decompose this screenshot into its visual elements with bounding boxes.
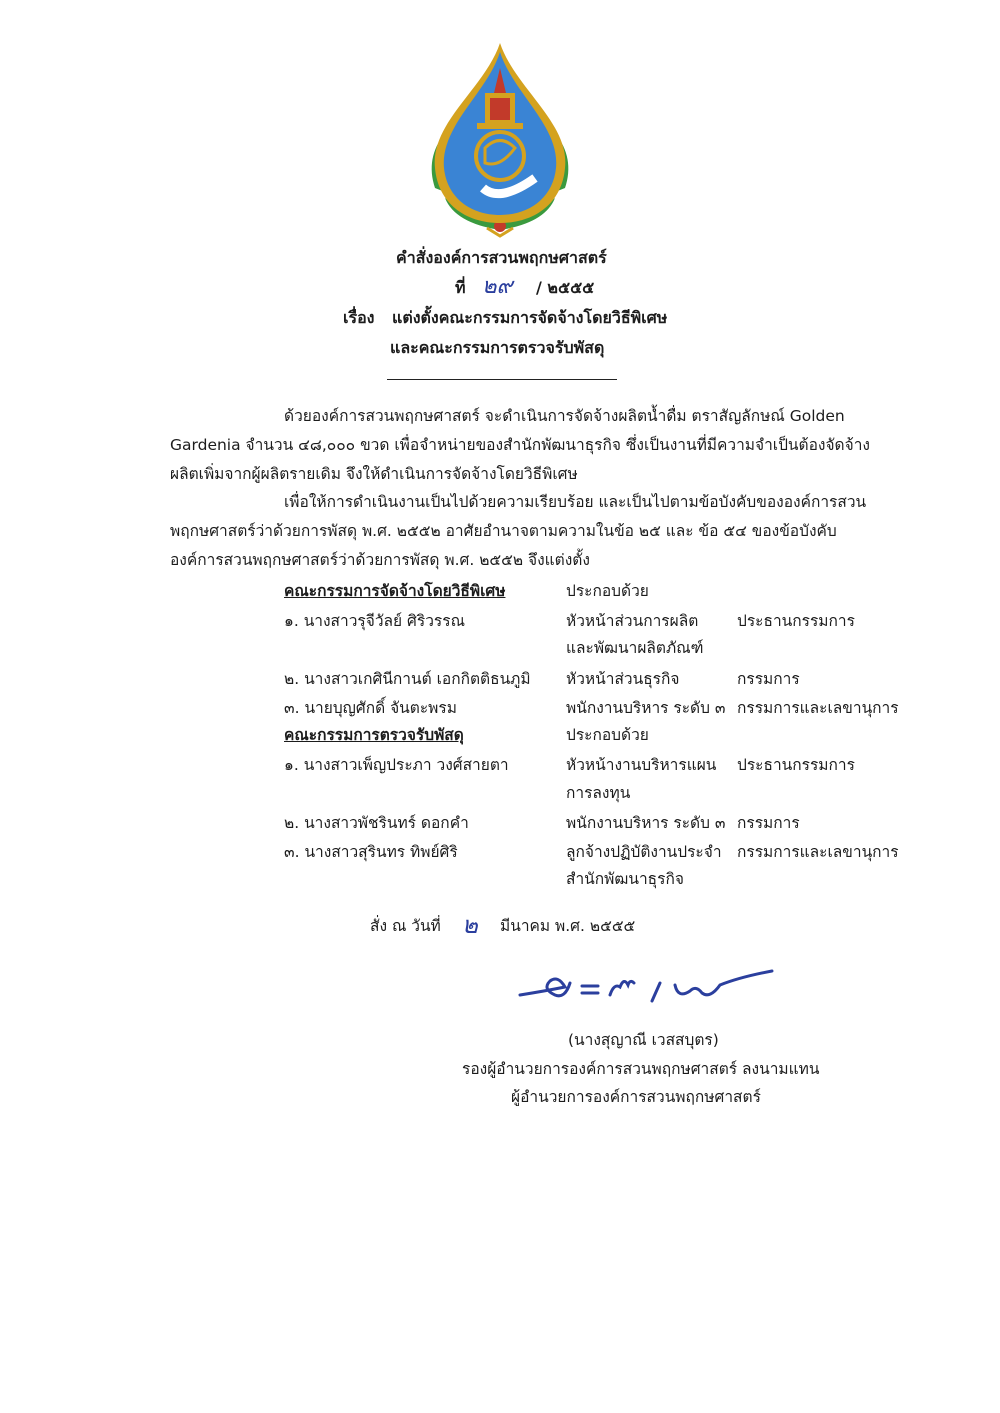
signatory-name: (นางสุญาณี เวสสบุตร) <box>568 1031 719 1049</box>
subject-line-1: แต่งตั้งคณะกรรมการจัดจ้างโดยวิธีพิเศษ <box>392 308 668 327</box>
paragraph-1-line-3: ผลิตเพิ่มจากผู้ผลิตรายเดิม จึงให้ดำเนินการจัดจ้างโดยวิธีพิเศษ <box>170 465 578 483</box>
signatory-title-2: ผู้อำนวยการองค์การสวนพฤกษศาสตร์ <box>511 1088 761 1106</box>
paragraph-2-line-2: พฤกษศาสตร์ว่าด้วยการพัสดุ พ.ศ. ๒๕๕๒ อาศัยอำนาจตามความในข้อ ๒๕ และ ข้อ ๕๔ ของข้อบังคับ <box>170 522 837 540</box>
committee-1-member-2-role: กรรมการ <box>737 670 800 688</box>
header-divider <box>387 379 617 380</box>
committee-2-member-2-role: กรรมการ <box>737 814 800 832</box>
committee-2-consists: ประกอบด้วย <box>566 726 649 744</box>
paragraph-1 <box>170 402 886 489</box>
signatory-title-1: รองผู้อำนวยการองค์การสวนพฤกษศาสตร์ ลงนามแทน <box>462 1060 820 1078</box>
committee-1-member-1-role: ประธานกรรมการ <box>737 612 855 630</box>
committee-1-member-3-name: ๓. นายบุญศักดิ์ จันตะพรม <box>284 699 457 717</box>
committee-2-member-1-position-2: การลงทุน <box>566 784 631 802</box>
committee-1-member-3-position: พนักงานบริหาร ระดับ ๓ <box>566 699 726 717</box>
order-date-day-handwritten: ๒ <box>462 911 478 939</box>
committee-2-member-3-position: ลูกจ้างปฏิบัติงานประจำ <box>566 843 722 861</box>
subject-label: เรื่อง <box>343 308 375 327</box>
subject-line-2: และคณะกรรมการตรวจรับพัสดุ <box>390 338 605 357</box>
committee-2-member-2-position: พนักงานบริหาร ระดับ ๓ <box>566 814 726 832</box>
committee-1-consists: ประกอบด้วย <box>566 582 649 600</box>
paragraph-1-line-1: ด้วยองค์การสวนพฤกษศาสตร์ จะดำเนินการจัดจ้างผลิตน้ำดื่ม ตราสัญลักษณ์ Golden <box>284 407 845 425</box>
committee-1-title: คณะกรรมการจัดจ้างโดยวิธีพิเศษ <box>284 582 506 600</box>
committee-1-member-2-name: ๒. นางสาวเกศินีกานต์ เอกกิตติธนภูมิ <box>284 670 531 688</box>
document-title: คำสั่งองค์การสวนพฤกษศาสตร์ <box>396 248 607 267</box>
committee-2-member-2-name: ๒. นางสาวพัชรินทร์ ดอกคำ <box>284 814 469 832</box>
committee-1-member-1-name: ๑. นางสาวรุจีวัลย์ ศิริวรรณ <box>284 612 465 630</box>
committee-2-title: คณะกรรมการตรวจรับพัสดุ <box>284 726 464 744</box>
paragraph-1-line-2: Gardenia จำนวน ๔๘,๐๐๐ ขวด เพื่อจำหน่ายของสำนักพัฒนาธุรกิจ ซึ่งเป็นงานที่มีความจำเป็นต้องจัดจ้าง <box>170 436 870 454</box>
committee-2-member-3-position-2: สำนักพัฒนาธุรกิจ <box>566 870 684 888</box>
paragraph-2-line-3: องค์การสวนพฤกษศาสตร์ว่าด้วยการพัสดุ พ.ศ. ๒๕๕๒ จึงแต่งตั้ง <box>170 551 590 569</box>
order-number-prefix: ที่ <box>455 278 466 297</box>
order-date-prefix: สั่ง ณ วันที่ <box>370 917 441 935</box>
committee-1-member-3-role: กรรมการและเลขานุการ <box>737 699 899 717</box>
committee-1-member-1-position: หัวหน้าส่วนการผลิต <box>566 612 699 630</box>
committee-1-member-2-position: หัวหน้าส่วนธุรกิจ <box>566 670 680 688</box>
committee-1-member-1-position-2: และพัฒนาผลิตภัณฑ์ <box>566 639 704 657</box>
committee-2-member-1-name: ๑. นางสาวเพ็ญประภา วงศ์สายตา <box>284 756 509 774</box>
organization-logo <box>405 38 595 238</box>
paragraph-2 <box>170 488 886 575</box>
order-number-year: / ๒๕๕๕ <box>536 278 595 297</box>
committee-2-member-3-name: ๓. นางสาวสุรินทร ทิพย์ศิริ <box>284 843 458 861</box>
committee-2-member-1-role: ประธานกรรมการ <box>737 756 855 774</box>
signature <box>510 955 790 1015</box>
committee-2-member-1-position: หัวหน้างานบริหารแผน <box>566 756 717 774</box>
paragraph-2-line-1: เพื่อให้การดำเนินงานเป็นไปด้วยความเรียบร้อย และเป็นไปตามข้อบังคับขององค์การสวน <box>284 493 867 511</box>
committee-2-member-3-role: กรรมการและเลขานุการ <box>737 843 899 861</box>
order-date-suffix: มีนาคม พ.ศ. ๒๕๕๕ <box>500 917 636 935</box>
order-number-handwritten: ๒๙ <box>482 274 513 299</box>
